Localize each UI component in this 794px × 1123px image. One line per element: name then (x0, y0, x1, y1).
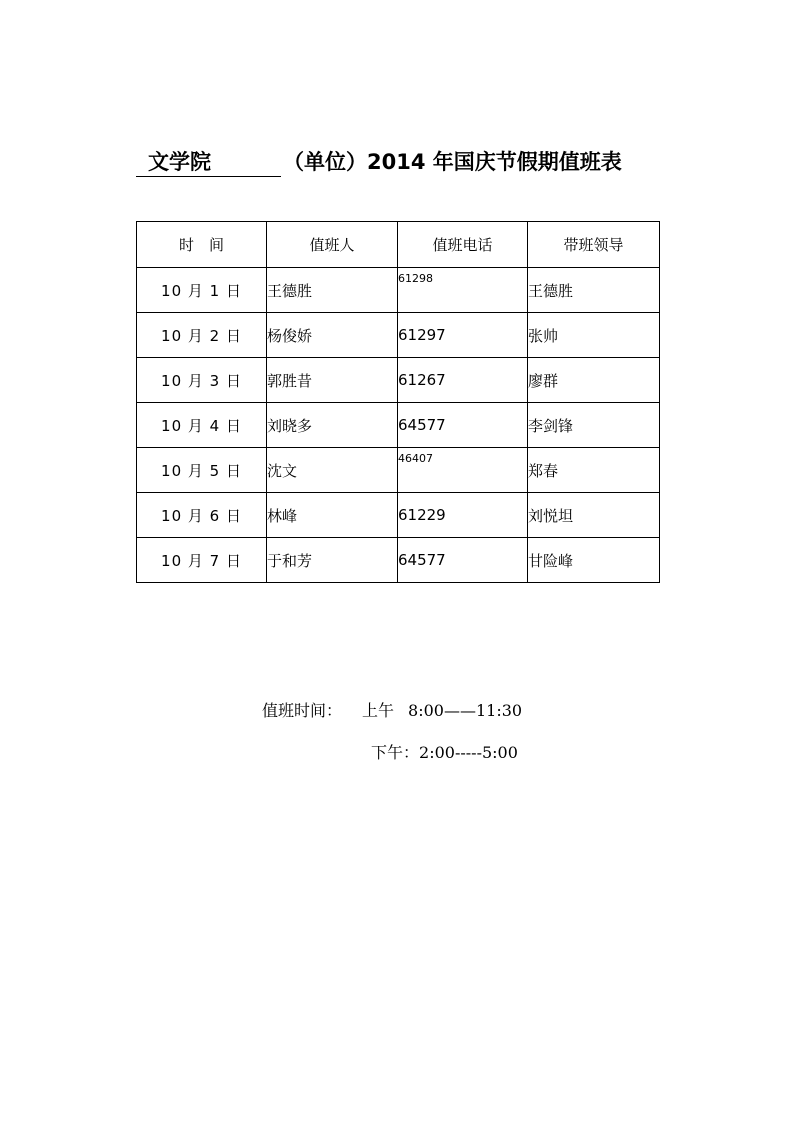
afternoon-time: 2:00-----5:00 (419, 743, 518, 762)
table-row (137, 313, 660, 358)
table-row (137, 538, 660, 583)
phone-cell: 61297 (398, 313, 528, 358)
header-time: 时 间 (137, 222, 267, 268)
table-row (137, 268, 660, 313)
phone-cell: 61229 (398, 493, 528, 538)
leader-cell: 王德胜 (528, 268, 660, 313)
person-cell: 刘晓多 (267, 403, 398, 448)
date-cell: 10 月 7 日 (137, 538, 267, 583)
person-cell: 沈文 (267, 448, 398, 493)
unit-name: 文学院 (136, 148, 281, 177)
document-title (136, 144, 676, 180)
leader-cell: 郑春 (528, 448, 660, 493)
leader-cell: 廖群 (528, 358, 660, 403)
phone-cell: 61267 (398, 358, 528, 403)
duty-hours-label: 值班时间： (262, 701, 343, 720)
person-cell: 于和芳 (267, 538, 398, 583)
leader-cell: 甘险峰 (528, 538, 660, 583)
date-cell: 10 月 6 日 (137, 493, 267, 538)
morning-label: 上午 (362, 701, 395, 720)
phone-cell: 61298 (398, 268, 528, 313)
duty-hours-afternoon (371, 742, 518, 764)
afternoon-label: 下午： (371, 743, 420, 762)
duty-hours-morning (262, 700, 522, 722)
header-leader: 带班领导 (528, 222, 660, 268)
header-phone: 值班电话 (398, 222, 528, 268)
person-cell: 郭胜昔 (267, 358, 398, 403)
person-cell: 王德胜 (267, 268, 398, 313)
date-cell: 10 月 4 日 (137, 403, 267, 448)
table-header-row (137, 222, 660, 268)
person-cell: 林峰 (267, 493, 398, 538)
leader-cell: 李剑锋 (528, 403, 660, 448)
morning-time: 8:00——11:30 (408, 701, 523, 720)
table-row (137, 358, 660, 403)
date-cell: 10 月 1 日 (137, 268, 267, 313)
date-cell: 10 月 2 日 (137, 313, 267, 358)
leader-cell: 刘悦坦 (528, 493, 660, 538)
duty-table (136, 221, 660, 583)
table-row (137, 448, 660, 493)
phone-cell: 64577 (398, 403, 528, 448)
person-cell: 杨俊娇 (267, 313, 398, 358)
date-cell: 10 月 5 日 (137, 448, 267, 493)
header-person: 值班人 (267, 222, 398, 268)
table-row (137, 493, 660, 538)
phone-cell: 46407 (398, 448, 528, 493)
date-cell: 10 月 3 日 (137, 358, 267, 403)
table-row (137, 403, 660, 448)
leader-cell: 张帅 (528, 313, 660, 358)
phone-cell: 64577 (398, 538, 528, 583)
title-text: （单位）2014 年国庆节假期值班表 (283, 150, 622, 174)
